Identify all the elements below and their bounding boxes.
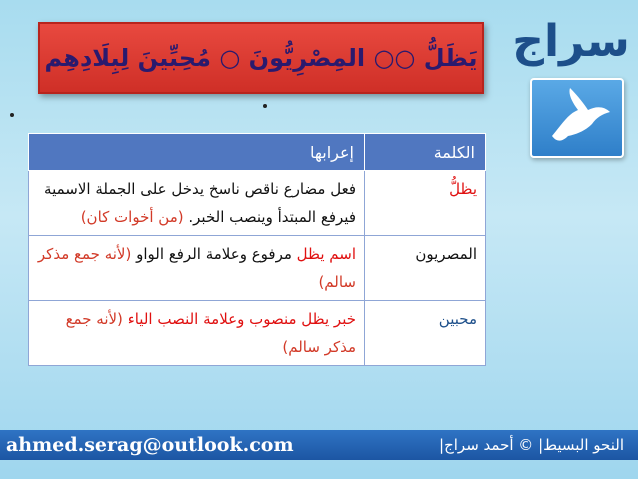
table-row [29, 236, 486, 301]
row-analysis [29, 301, 365, 366]
analysis-highlight: خبر يظل منصوب وعلامة النصب الياء [127, 310, 356, 328]
decorative-dot [10, 113, 14, 117]
row-analysis [29, 236, 365, 301]
row-word: محبين [365, 301, 486, 366]
header-word: الكلمة [365, 134, 486, 171]
grammar-table [28, 133, 486, 366]
table-row [29, 301, 486, 366]
header-analysis: إعرابها [29, 134, 365, 171]
logo-word: سراج [512, 16, 630, 67]
row-word: يظلُّ [365, 171, 486, 236]
title-banner [38, 22, 484, 94]
decorative-dot [263, 104, 267, 108]
analysis-note: (من أخوات كان) [80, 208, 184, 226]
row-word: المصريون [365, 236, 486, 301]
analysis-text: فعل مضارع ناقص ناسخ يدخل على الجملة الاسمية فيرفع المبتدأ وينصب الخبر. [44, 180, 356, 226]
footer-credit: النحو البسيط| © أحمد سراج| [439, 436, 624, 454]
logo-tile [530, 78, 624, 158]
table-row [29, 171, 486, 236]
page-title: يَظَلُّ ○○ المِصْرِيُّونَ ○ مُحِبِّينَ لِبِلَادِهِم [44, 44, 478, 72]
footer-email: ahmed.serag@outlook.com [6, 434, 294, 456]
analysis-text: مرفوع وعلامة الرفع الواو [136, 245, 292, 263]
analysis-note: (لأنه جمع مذكر سالم) [65, 310, 356, 356]
bird-icon [538, 84, 616, 152]
analysis-highlight: اسم يظل [296, 245, 356, 263]
table-header-row [29, 134, 486, 171]
analysis-note: (لأنه جمع مذكر سالم) [37, 245, 356, 291]
row-analysis [29, 171, 365, 236]
